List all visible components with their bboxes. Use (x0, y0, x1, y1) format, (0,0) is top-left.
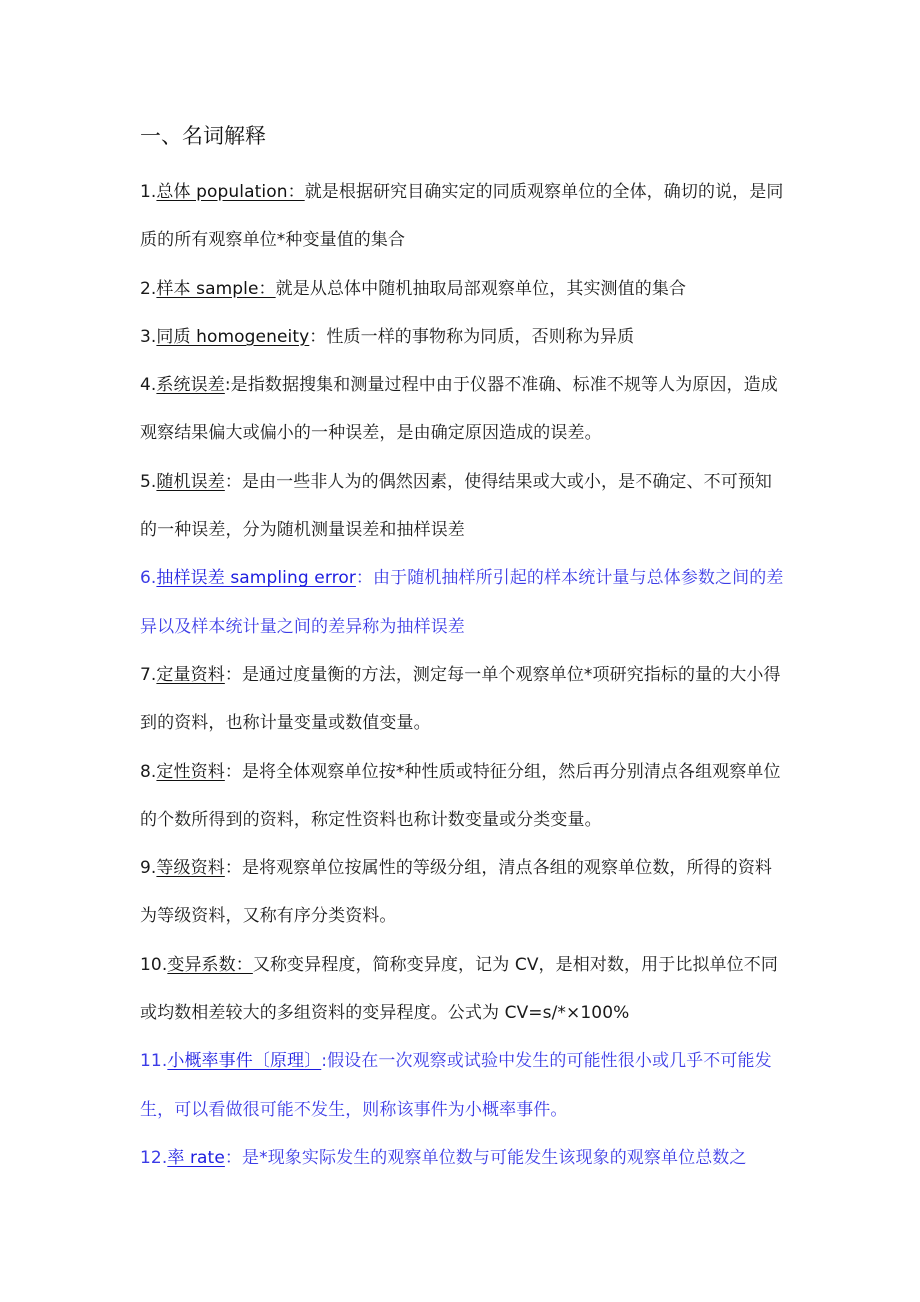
entry-term: 总体 population： (156, 182, 305, 202)
entry-separator: ： (224, 471, 242, 492)
term-entry (140, 265, 785, 313)
entry-definition: 假设在一次观察或试验中发生的可能性很小或几乎不可能发生，可以看做很可能不发生，则称该事件为小概率事件。 (140, 1051, 772, 1120)
entry-term: 定量资料 (156, 664, 225, 685)
entry-separator: ： (355, 568, 374, 589)
term-entry (140, 941, 785, 1038)
entry-term: 同质 homogeneity (156, 326, 310, 347)
term-entry (140, 313, 785, 361)
entry-definition: 是通过度量衡的方法，测定每一单个观察单位*项研究指标的量的大小得到的资料，也称计量变量或数值变量。 (140, 664, 781, 734)
entry-number: 1. (140, 182, 157, 202)
entry-separator: ： (224, 858, 242, 879)
entry-separator: : (321, 1051, 328, 1072)
term-list (140, 168, 785, 1182)
entry-separator: ： (224, 1147, 242, 1168)
term-entry (140, 1134, 785, 1182)
entry-number: 3. (140, 326, 157, 347)
entry-definition: 由于随机抽样所引起的样本统计量与总体参数之间的差异以及样本统计量之间的差异称为抽样误差 (140, 568, 784, 637)
entry-number: 9. (140, 858, 157, 879)
entry-separator: ： (309, 326, 327, 347)
entry-term: 变异系数： (167, 954, 253, 975)
entry-term: 等级资料 (156, 858, 225, 879)
entry-definition: 是*现象实际发生的观察单位数与可能发生该现象的观察单位总数之 (242, 1147, 747, 1168)
entry-definition: 又称变异程度，简称变异度，记为 CV，是相对数，用于比拟单位不同或均数相差较大的多组资料的变异程度。公式为 CV=s/*×100% (140, 954, 778, 1024)
term-entry (140, 554, 785, 651)
entry-number: 8. (140, 761, 157, 782)
entry-separator: ： (224, 664, 242, 685)
entry-separator: : (224, 375, 231, 396)
entry-separator: ： (224, 761, 242, 782)
entry-definition: 是将全体观察单位按*种性质或特征分组，然后再分别清点各组观察单位的个数所得到的资料，称定性资料也称计数变量或分类变量。 (140, 761, 781, 830)
entry-definition: 是指数据搜集和测量过程中由于仪器不准确、标准不规等人为原因，造成观察结果偏大或偏小的一种误差，是由确定原因造成的误差。 (140, 375, 778, 444)
term-entry (140, 748, 785, 845)
entry-term: 样本 sample： (156, 278, 276, 299)
entry-number: 11. (140, 1051, 168, 1072)
entry-definition: 是由一些非人为的偶然因素，使得结果或大或小，是不确定、不可预知的一种误差，分为随机测量误差和抽样误差 (140, 471, 773, 541)
term-entry (140, 168, 785, 265)
entry-number: 10. (140, 954, 168, 975)
term-entry (140, 651, 785, 748)
entry-term: 抽样误差 sampling error (156, 568, 356, 589)
entry-number: 12. (140, 1147, 168, 1168)
term-entry (140, 1037, 785, 1134)
entry-number: 5. (140, 471, 157, 492)
entry-number: 2. (140, 278, 157, 299)
entry-definition: 就是从总体中随机抽取局部观察单位，其实测值的集合 (275, 278, 687, 299)
entry-number: 6. (140, 568, 157, 589)
entry-term: 率 rate (167, 1147, 225, 1168)
entry-definition: 性质一样的事物称为同质，否则称为异质 (326, 326, 635, 347)
section-heading: 一、名词解释 (140, 124, 266, 148)
entry-term: 小概率事件〔原理〕 (167, 1051, 322, 1072)
entry-number: 4. (140, 375, 157, 396)
term-entry (140, 844, 785, 941)
entry-definition: 是将观察单位按属性的等级分组，清点各组的观察单位数，所得的资料为等级资料，又称有序分类资料。 (140, 858, 773, 927)
entry-term: 定性资料 (156, 761, 225, 782)
term-entry (140, 361, 785, 458)
term-entry (140, 458, 785, 555)
entry-term: 随机误差 (156, 471, 225, 492)
entry-number: 7. (140, 664, 157, 685)
entry-definition: 就是根据研究目确实定的同质观察单位的全体，确切的说，是同质的所有观察单位*种变量值的集合 (140, 182, 784, 251)
entry-term: 系统误差 (156, 375, 225, 396)
